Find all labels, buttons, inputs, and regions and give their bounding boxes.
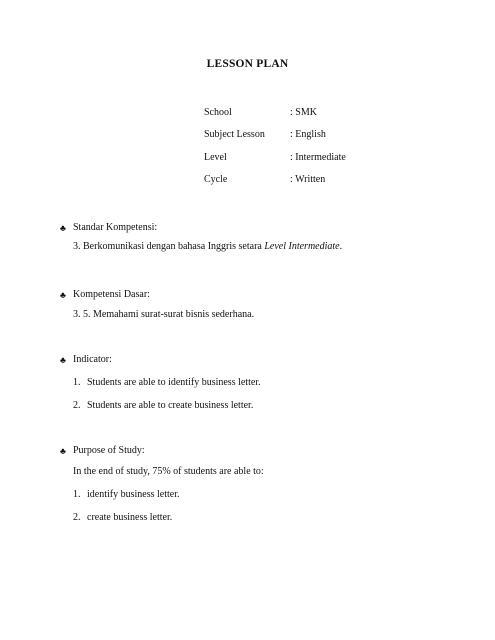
info-row-cycle xyxy=(204,173,444,187)
section-heading: Purpose of Study: xyxy=(73,445,145,456)
list-text: identify business letter. xyxy=(87,489,180,500)
list-text: Students are able to identify business letter. xyxy=(87,377,261,388)
list-number: 2. xyxy=(73,400,81,411)
info-label: Cycle xyxy=(204,174,228,185)
list-number: 2. xyxy=(73,512,81,523)
text-suffix: . xyxy=(339,241,343,252)
list-text: Students are able to create business letter. xyxy=(87,400,254,411)
club-bullet-icon: ♣ xyxy=(60,355,66,365)
standar-kompetensi-text xyxy=(73,240,342,254)
info-row-subject-lesson xyxy=(204,128,444,142)
text-italic: Level Intermediate xyxy=(264,241,340,252)
list-item xyxy=(73,511,172,525)
list-number: 1. xyxy=(73,489,81,500)
info-label: Level xyxy=(204,152,227,163)
section-heading: Indicator: xyxy=(73,354,112,365)
info-label: School xyxy=(204,107,232,118)
list-number: 1. xyxy=(73,377,81,388)
list-item xyxy=(73,399,253,413)
list-item xyxy=(73,376,261,390)
list-text: create business letter. xyxy=(87,512,173,523)
info-value: : English xyxy=(290,129,326,140)
purpose-intro: In the end of study, 75% of students are able to: xyxy=(73,466,264,477)
info-label: Subject Lesson xyxy=(204,129,265,140)
club-bullet-icon: ♣ xyxy=(60,223,66,233)
page-title: LESSON PLAN xyxy=(206,58,289,70)
section-heading: Kompetensi Dasar: xyxy=(73,289,150,300)
info-row-level xyxy=(204,151,444,165)
list-item xyxy=(73,488,180,502)
info-row-school xyxy=(204,106,444,120)
club-bullet-icon: ♣ xyxy=(60,290,66,300)
text-prefix: 3. Berkomunikasi dengan bahasa Inggris setara xyxy=(73,241,265,252)
section-heading: Standar Kompetensi: xyxy=(73,222,158,233)
info-value: : Written xyxy=(290,174,326,185)
info-value: : Intermediate xyxy=(290,152,346,163)
info-value: : SMK xyxy=(290,107,317,118)
club-bullet-icon: ♣ xyxy=(60,446,66,456)
kompetensi-dasar-text: 3. 5. Memahami surat-surat bisnis sederhana. xyxy=(73,309,255,320)
